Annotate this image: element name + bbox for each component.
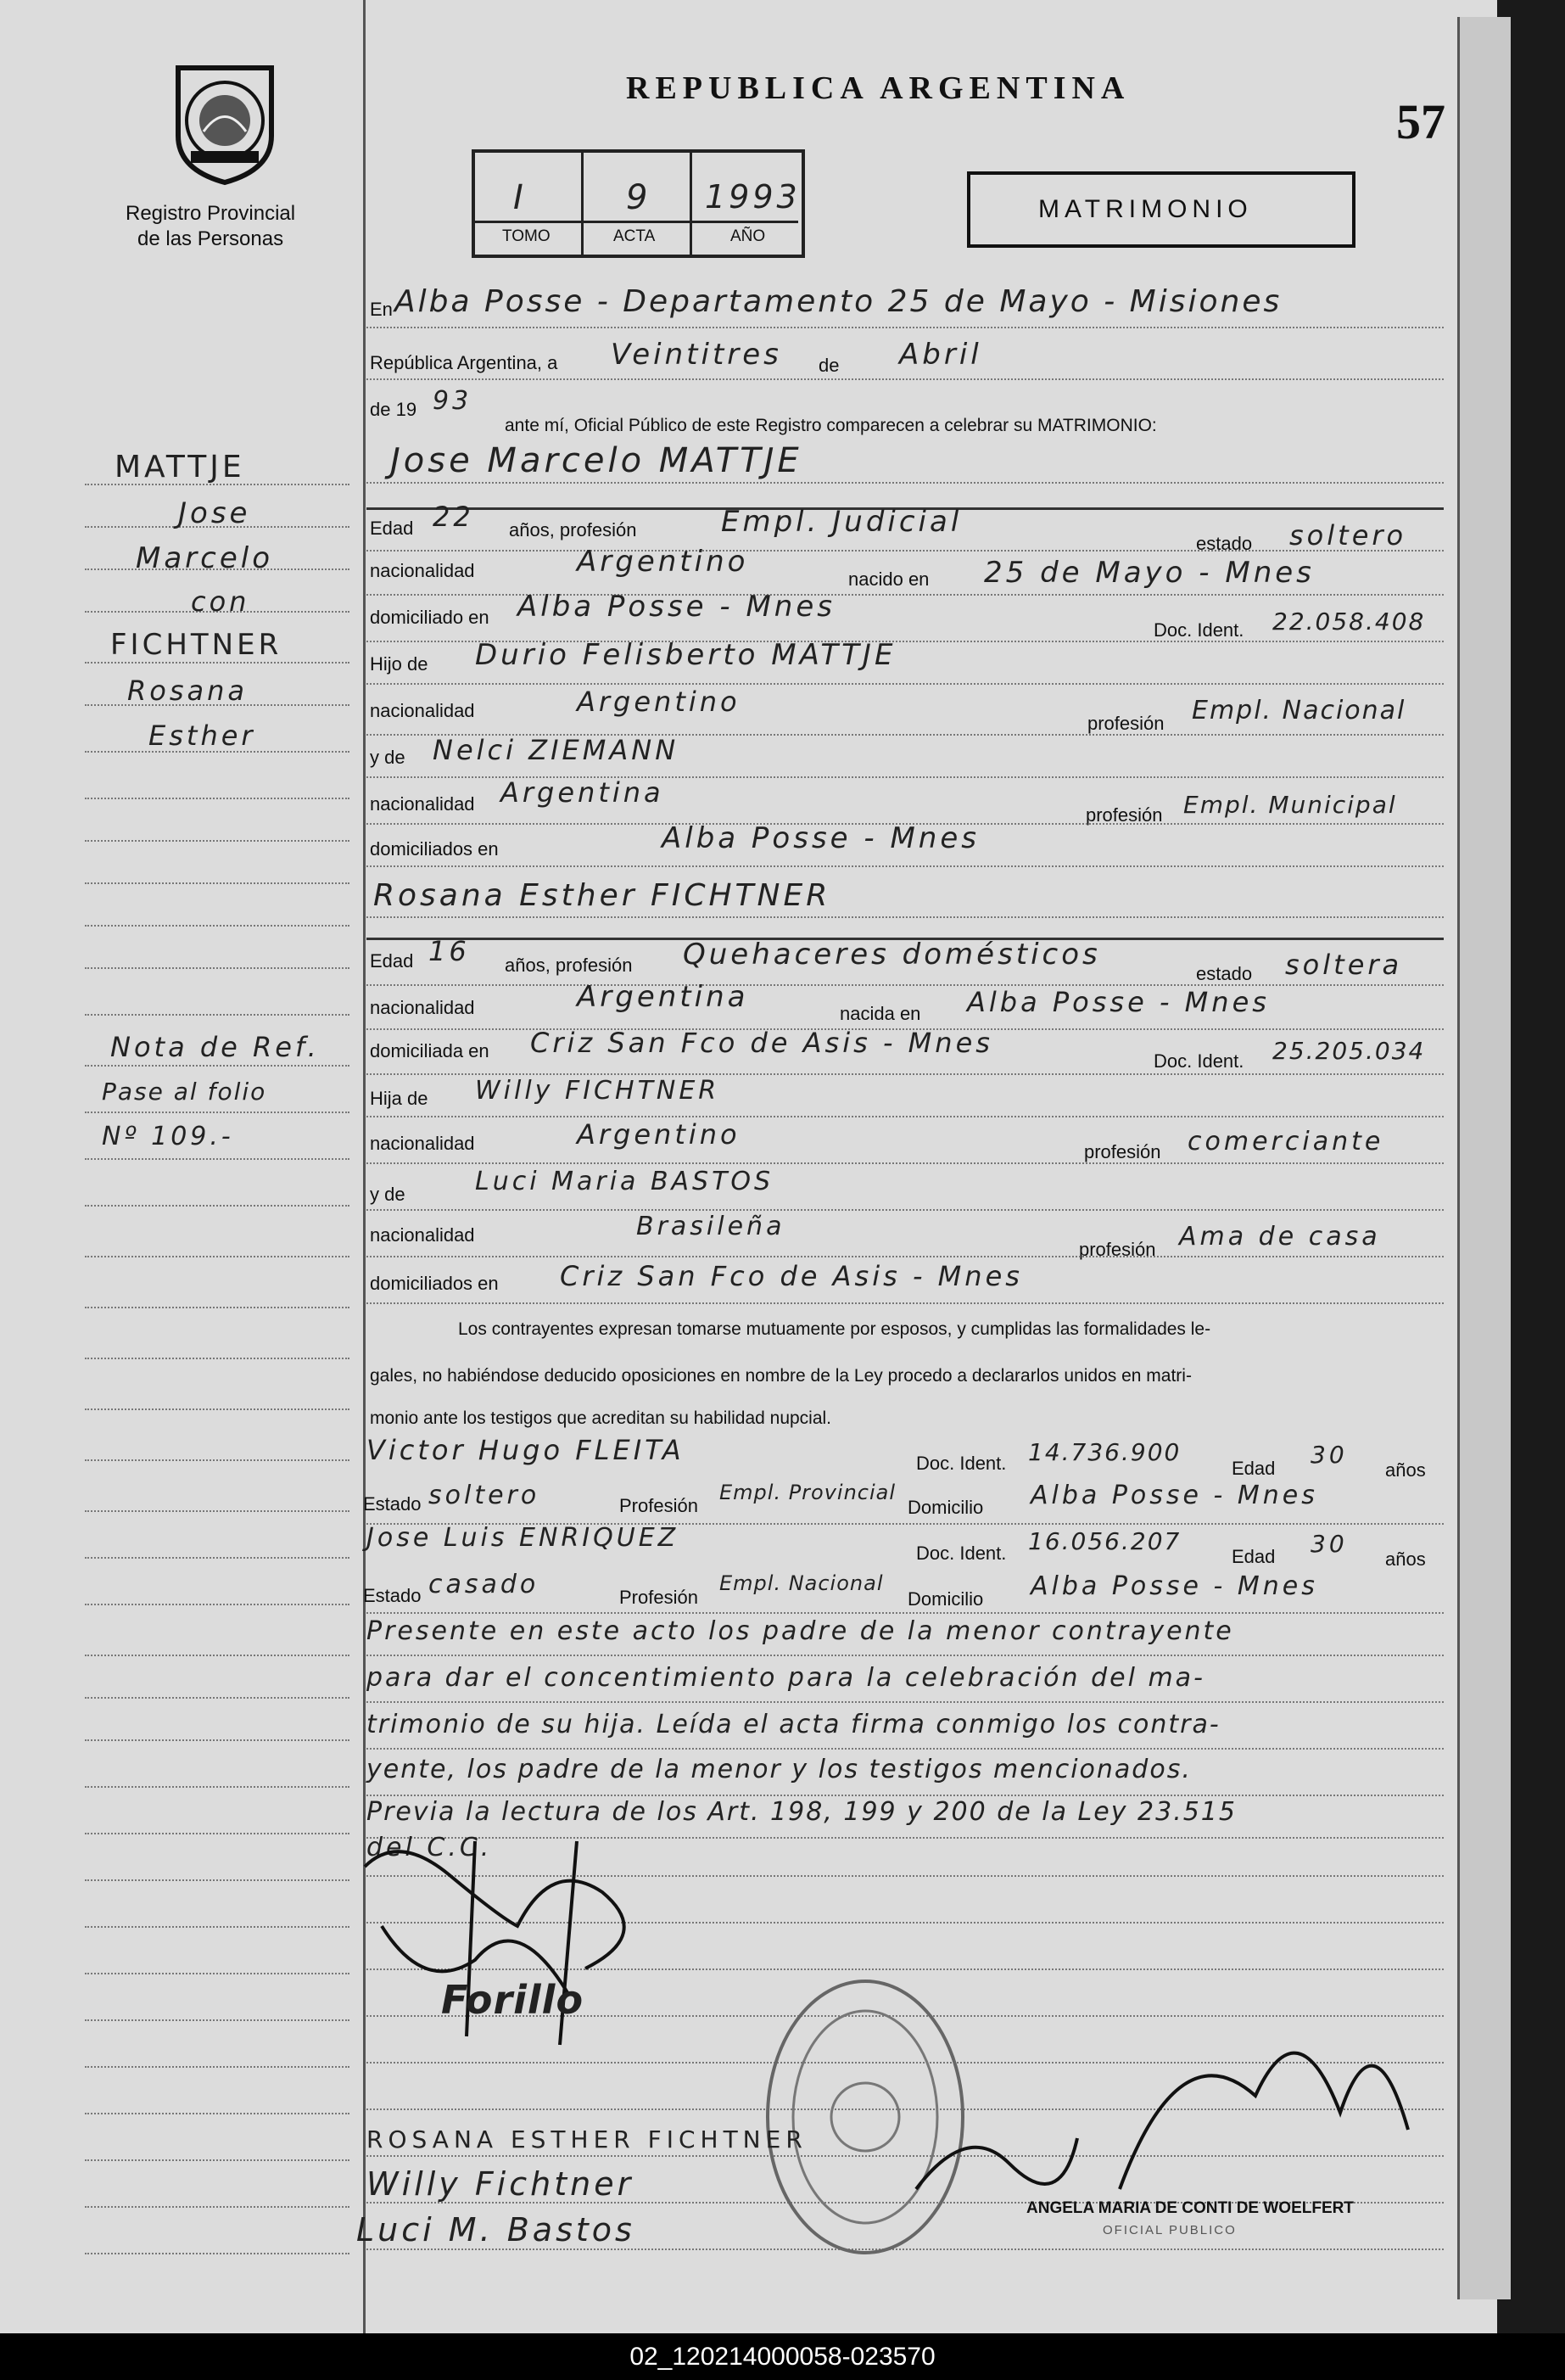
witness1-doc-label: Doc. Ident. [916,1453,1007,1474]
groom-domiciliado-label: domiciliado en [370,607,489,628]
officer-signature-icon [899,1994,1425,2223]
bride-full-name: Rosana Esther FICHTNER [373,878,831,913]
en-label: En [370,299,393,320]
witness1-profesion-label: Profesión [619,1495,698,1516]
groom-madre-nacionalidad: Argentina [500,776,664,809]
witness2-name: Jose Luis ENRIQUEZ [366,1523,679,1553]
republica-label: República Argentina, a [370,352,558,373]
witness2-edad: 30 [1311,1530,1348,1558]
bride-domicilio: Criz San Fco de Asis - Mnes [530,1027,993,1059]
declaration-line2: gales, no habiéndose deducido oposiciones en nombre de la Ley procedo a declararlos unidos en matri- [370,1366,1192,1386]
bride-madre: Luci Maria BASTOS [475,1167,774,1196]
bride-padre-nacionalidad: Argentino [577,1118,741,1151]
bride-domiciliada-label: domiciliada en [370,1040,489,1061]
witness1-estado-label: Estado [363,1493,422,1515]
note-line-4: yente, los padre de la menor y los testigos mencionados. [366,1755,1192,1784]
groom-profesion: Empl. Judicial [721,505,963,539]
page-number: 57 [1396,94,1445,149]
witness2-domicilio-label: Domicilio [908,1588,984,1610]
provincial-seal-icon [161,59,288,187]
margin-name2b: Esther [148,720,256,752]
hijo-label: Hijo de [370,653,428,675]
hija-label: Hija de [370,1088,428,1109]
groom-edad: 22 [433,501,474,533]
margin-note1: Nota de Ref. [110,1031,320,1063]
ano-label: AÑO [730,227,766,245]
bride-edad: 16 [428,935,470,967]
groom-nacido-label: nacido en [848,568,930,590]
witness1-doc: 14.736.900 [1028,1438,1182,1466]
witness2-anos-label: años [1385,1548,1426,1570]
groom-padre-nacionalidad: Argentino [577,686,741,718]
witness1-anos-label: años [1385,1459,1426,1481]
tomo-label: TOMO [502,227,551,245]
witness2-profesion: Empl. Nacional [719,1571,884,1595]
officer-stamp-sub: OFICIAL PUBLICO [1103,2223,1237,2237]
groom-padre-prof-label: profesión [1087,713,1165,734]
witness1-edad-label: Edad [1232,1458,1276,1479]
day: Veintitres [611,338,782,372]
groom-doc: 22.058.408 [1272,608,1426,636]
bride-nacida-label: nacida en [840,1003,921,1024]
groom-madre-profesion: Empl. Municipal [1183,791,1397,819]
margin-con: con [191,585,250,618]
father-signature: Willy Fichtner [366,2165,634,2203]
bride-padre-prof-label: profesión [1084,1141,1161,1162]
groom-padres-domicilio: Alba Posse - Mnes [662,821,980,855]
bride-nac-label: nacionalidad [370,997,475,1018]
witness2-estado-label: Estado [363,1585,422,1606]
witness2-domicilio: Alba Posse - Mnes [1031,1571,1318,1601]
groom-domicilio: Alba Posse - Mnes [517,590,836,624]
bride-doc-label: Doc. Ident. [1154,1050,1244,1072]
record-type: MATRIMONIO [1038,195,1253,223]
bride-madre-profesion: Ama de casa [1179,1222,1381,1252]
groom-doc-label: Doc. Ident. [1154,619,1244,641]
bride-profesion: Quehaceres domésticos [683,938,1101,972]
note-line-5: Previa la lectura de los Art. 198, 199 y 200 de la Ley 23.515 [366,1797,1237,1827]
witness2-estado: casado [428,1570,539,1599]
note-line-3: trimonio de su hija. Leída el acta firma conmigo los contra- [366,1710,1221,1739]
witness1-estado: soltero [428,1481,540,1510]
note-line-6: del C.C. [366,1833,493,1862]
groom-edad-label: Edad [370,518,414,539]
footer-id: 02_120214000058-023570 [0,2333,1565,2380]
margin-name1a: Jose [178,496,251,530]
bride-y-de-label: y de [370,1184,405,1205]
bride-padres-domicilio: Criz San Fco de Asis - Mnes [560,1260,1023,1292]
groom-madre-prof-label: profesión [1086,804,1163,826]
groom-domiciliados-label: domiciliados en [370,838,499,860]
bride-padre-nac-label: nacionalidad [370,1133,475,1154]
intro-text: ante mí, Oficial Público de este Registro comparecen a celebrar su MATRIMONIO: [505,416,1157,435]
witness2-profesion-label: Profesión [619,1587,698,1608]
bride-nacida: Alba Posse - Mnes [967,986,1270,1018]
bride-estado: soltera [1285,949,1403,981]
y-de-label: y de [370,747,405,768]
acta-value: 9 [626,178,651,217]
note-line-2: para dar el concentimiento para la celebración del ma- [366,1663,1205,1693]
bride-madre-nac-label: nacionalidad [370,1224,475,1246]
officer-stamp: ANGELA MARIA DE CONTI DE WOELFERT [1026,2199,1354,2217]
bride-edad-label: Edad [370,950,414,972]
agency-name-line2: de las Personas [137,227,284,250]
witness1-domicilio-label: Domicilio [908,1497,984,1518]
witness2-doc-label: Doc. Ident. [916,1543,1007,1564]
year-suffix: 93 [433,386,472,416]
agency-name-line1: Registro Provincial [126,202,296,225]
bride-madre-prof-label: profesión [1079,1239,1156,1260]
acta-label: ACTA [613,227,656,245]
witness1-name: Victor Hugo FLEITA [366,1434,685,1466]
bride-nacionalidad: Argentina [577,980,749,1014]
groom-signature-icon [348,1824,704,2070]
record-id-box [472,149,805,258]
margin-note3: Nº 109.- [102,1122,234,1151]
de-label: de [819,355,840,376]
groom-nacido: 25 de Mayo - Mnes [984,556,1315,590]
groom-anos-profesion-label: años, profesión [509,519,637,540]
groom-nacionalidad: Argentino [577,545,749,579]
ano-value: 1993 [705,178,801,216]
witness1-edad: 30 [1311,1441,1348,1469]
bride-estado-label: estado [1196,963,1253,984]
groom-madre: Nelci ZIEMANN [433,734,679,766]
witness2-doc: 16.056.207 [1028,1527,1182,1555]
witness1-profesion: Empl. Provincial [719,1481,897,1504]
margin-surname1: MATTJE [115,450,245,484]
margin-name2a: Rosana [127,675,248,707]
signature-lettering: Forillo [441,1977,584,2023]
groom-estado-label: estado [1196,533,1253,554]
bride-padre-profesion: comerciante [1188,1127,1384,1156]
bride-padre: Willy FICHTNER [475,1076,720,1106]
record-type-box [967,171,1355,248]
groom-estado: soltero [1289,519,1407,552]
groom-full-name: Jose Marcelo MATTJE [390,441,802,480]
bride-domiciliados-label: domiciliados en [370,1273,499,1294]
declaration-line3: monio ante los testigos que acreditan su habilidad nupcial. [370,1408,832,1428]
year-prefix: de 19 [370,399,417,420]
groom-nac-label: nacionalidad [370,560,475,581]
bride-madre-nacionalidad: Brasileña [636,1212,785,1241]
margin-note2: Pase al folio [102,1078,267,1106]
mother-signature: Luci M. Bastos [356,2211,635,2248]
declaration-line1: Los contrayentes expresan tomarse mutuamente por esposos, y cumplidas las formalidades le- [458,1319,1211,1339]
bride-doc: 25.205.034 [1272,1037,1426,1065]
note-line-1: Presente en este acto los padre de la menor contrayente [366,1616,1234,1646]
margin-name1b: Marcelo [136,541,274,575]
margin-surname2: FICHTNER [110,628,282,662]
groom-padre-profesion: Empl. Nacional [1192,696,1406,725]
country-title: REPUBLICA ARGENTINA [626,70,1131,106]
witness2-edad-label: Edad [1232,1546,1276,1567]
groom-padre: Durio Felisberto MATTJE [475,638,897,672]
groom-madre-nac-label: nacionalidad [370,793,475,815]
witness1-domicilio: Alba Posse - Mnes [1031,1481,1318,1510]
bride-anos-profesion-label: años, profesión [505,955,633,976]
groom-padre-nac-label: nacionalidad [370,700,475,721]
month: Abril [899,338,982,372]
tomo-value: I [513,178,527,217]
page-edge [1457,17,1511,2299]
place: Alba Posse - Departamento 25 de Mayo - Misiones [394,284,1283,319]
bride-signature-name: ROSANA ESTHER FICHTNER [366,2125,808,2153]
